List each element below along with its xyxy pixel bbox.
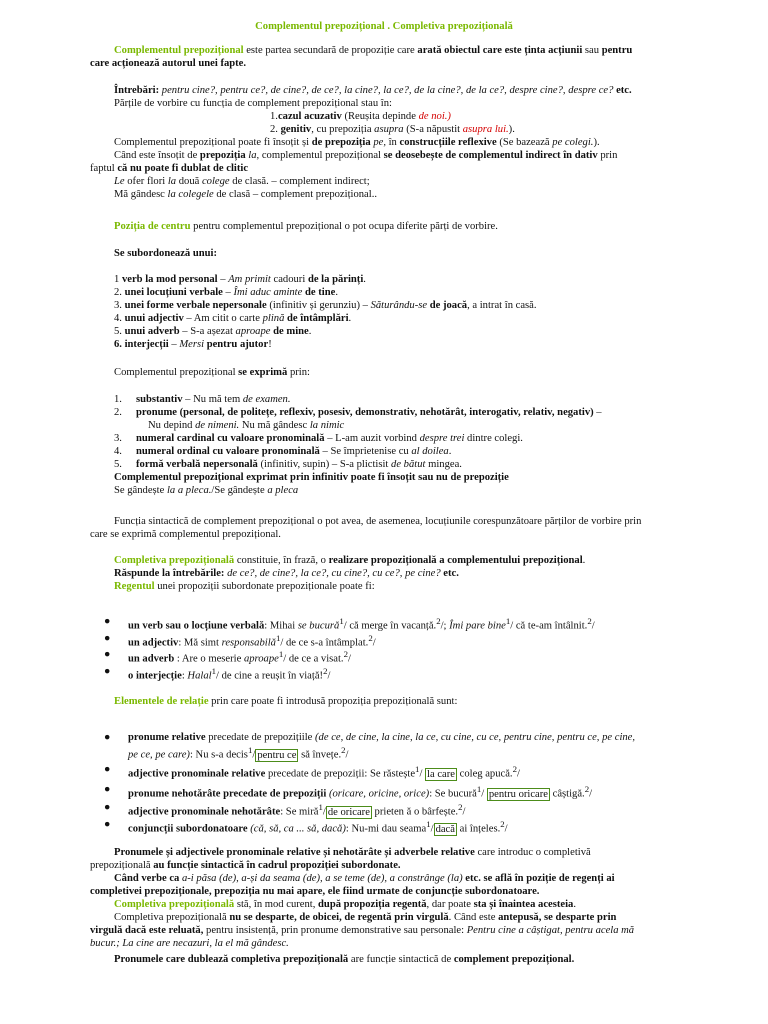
- case-genitiv: [270, 123, 682, 136]
- text-fragment: arată obiectul care este ținta acțiunii: [417, 45, 583, 56]
- text-fragment: prieten ă o bârfește.: [371, 806, 459, 818]
- text-fragment: antepusă, se desparte prin: [498, 912, 617, 923]
- text-fragment: 2: [458, 802, 463, 812]
- text-fragment: etc.: [440, 568, 459, 579]
- text-fragment: Poziția de centru: [114, 221, 191, 232]
- text-fragment: prepozițională: [90, 860, 154, 871]
- text-fragment: /: [372, 637, 376, 649]
- bullet-icon: ●: [104, 802, 111, 813]
- text-fragment: pentru cine?, pentru ce?, de cine?, de ce?, la cine?, la ce?, de la cine?, de la ce?, despre cine?, despre ce?: [159, 85, 614, 96]
- elemente-heading: [114, 695, 682, 708]
- text-fragment: câștigă.: [550, 788, 585, 800]
- relation-element-box: de oricare: [327, 806, 370, 818]
- text-fragment: adjective pronominale relative: [128, 768, 266, 780]
- text-fragment: 1: [278, 649, 284, 659]
- text-fragment: 2: [341, 745, 346, 755]
- text-fragment: la nimic: [309, 420, 345, 431]
- text-fragment: Halal: [187, 670, 212, 682]
- text-fragment: 2: [368, 633, 373, 643]
- text-fragment: – Am citit o carte: [183, 313, 263, 324]
- text-fragment: Nu depind: [148, 420, 196, 431]
- text-fragment: pronume (personal, de politețe, reflexiv, posesiv, demonstrativ, nehotărât, interogativ, relativ, negativ): [136, 407, 594, 418]
- text-fragment: precedate de prepozițiile: [205, 732, 316, 743]
- text-fragment: că nu poate fi dublat de clitic: [117, 163, 249, 174]
- text-fragment: 4.: [114, 446, 122, 457]
- text-fragment: Complementul prepozițional poate fi însoțit și: [114, 137, 312, 148]
- text-fragment: virgulă dacă este reluată,: [90, 925, 204, 936]
- list-item-cont: [128, 744, 682, 762]
- text-fragment: : Se miră: [280, 806, 319, 818]
- definition-line-1: [114, 44, 682, 57]
- text-fragment: de joacă: [429, 300, 468, 311]
- text-fragment: /;: [440, 620, 450, 632]
- text-fragment: se bucură: [297, 620, 340, 632]
- parts-intro: Părțile de vorbire cu funcția de complement prepozițional stau în:: [114, 98, 392, 109]
- text-fragment: – Nu mă tem: [182, 394, 243, 405]
- text-fragment: care acționează autorul unei fapte.: [90, 58, 247, 69]
- text-fragment: două: [176, 176, 202, 187]
- list-item: [114, 338, 682, 351]
- text-fragment: unei forme verbale nepersonale: [124, 300, 267, 311]
- text-fragment: de mine: [273, 326, 309, 337]
- list-item: [114, 393, 682, 406]
- text-fragment: unui adjectiv: [124, 313, 184, 324]
- regent-heading: [114, 580, 682, 593]
- final-p1-line-2: [90, 859, 682, 872]
- text-fragment: /: [517, 768, 520, 780]
- text-fragment: de examen.: [242, 394, 291, 405]
- text-fragment: 1: [318, 802, 323, 812]
- locutiuni-line-2: care se exprimă complementul prepozițional.: [90, 529, 281, 540]
- list-item: [128, 632, 682, 650]
- text-fragment: 1: [476, 784, 482, 794]
- text-fragment: –: [593, 407, 602, 418]
- text-fragment: /: [345, 749, 349, 761]
- text-fragment: (infinitiv, supin) – S-a plictisit: [257, 459, 392, 470]
- text-fragment: –: [222, 287, 234, 298]
- text-fragment: de tine: [305, 287, 336, 298]
- relation-element-box: pentru oricare: [488, 788, 548, 800]
- text-fragment: 2: [512, 764, 517, 774]
- list-item: [148, 419, 682, 432]
- text-fragment: Pronumele și adjectivele pronominale relative și nehotărâte și adverbele relative: [114, 847, 475, 858]
- text-fragment: – S-a așezat: [179, 326, 236, 337]
- text-fragment: asupra: [374, 124, 404, 135]
- text-fragment: la,: [245, 150, 260, 161]
- list-item: [114, 312, 682, 325]
- text-fragment: coleg apucă.: [456, 768, 513, 780]
- questions-line: [114, 84, 682, 97]
- bullet-icon: ●: [104, 784, 111, 795]
- text-fragment: Săturându-se: [370, 300, 428, 311]
- text-fragment: are funcție sintactică de: [348, 954, 454, 965]
- list-item: [114, 432, 682, 445]
- text-fragment: (infinitiv și gerunziu) –: [266, 300, 371, 311]
- text-fragment: : Mihai: [264, 620, 298, 632]
- final-p2-line-1: [114, 872, 682, 885]
- text-fragment: pentru complementul prepozițional o pot ocupa diferite părți de vorbire.: [190, 221, 498, 232]
- text-fragment: plină: [262, 313, 285, 324]
- text-fragment: nu se desparte, de obicei, de regentă prin virgulă: [229, 912, 449, 923]
- text-fragment: de întâmplări: [287, 313, 349, 324]
- text-fragment: (că, să, ca ... să, dacă): [247, 823, 346, 835]
- text-fragment: , cu prepoziția: [311, 124, 375, 135]
- bullet-icon: ●: [104, 633, 111, 644]
- text-fragment: asupra lui.: [462, 124, 509, 135]
- text-fragment: o interjecție: [128, 670, 182, 682]
- text-fragment: /: [322, 806, 326, 818]
- text-fragment: de nimeni.: [195, 420, 240, 431]
- text-fragment: 2: [584, 784, 590, 794]
- definition-line-2: [90, 57, 682, 70]
- text-fragment: complement prepozițional.: [453, 954, 575, 965]
- text-fragment: Pentru cine a câștigat, pentru acela mă: [466, 925, 635, 936]
- text-fragment: 6.: [114, 339, 125, 350]
- text-fragment: /: [462, 806, 466, 818]
- list-item: [128, 801, 682, 819]
- final-p2-line-2: [90, 885, 682, 898]
- text-fragment: responsabilă: [221, 637, 276, 649]
- text-fragment: /: [348, 653, 351, 665]
- text-fragment: formă verbală nepersonală: [136, 459, 258, 470]
- text-fragment: aproape: [235, 326, 271, 337]
- list-item: [114, 406, 682, 419]
- text-fragment: (de ce, de cine, la cine, la ce, cu cine, cu ce, pentru cine, pentru ce, pe cine,: [315, 732, 636, 743]
- text-fragment: etc.: [613, 85, 632, 96]
- text-fragment: complementul prepozițional: [259, 150, 384, 161]
- text-fragment: / de ce s-a întâmplat.: [280, 637, 369, 649]
- list-item: [128, 731, 682, 744]
- text-fragment: Mersi: [179, 339, 205, 350]
- exprima-heading: [114, 366, 682, 379]
- text-fragment: –: [217, 274, 229, 285]
- text-fragment: se exprimă: [238, 367, 288, 378]
- text-fragment: Întrebări:: [114, 85, 160, 96]
- text-fragment: Răspunde la întrebările:: [114, 568, 225, 579]
- text-fragment: Mă gândesc: [114, 189, 168, 200]
- text-fragment: Se gândește: [114, 485, 167, 496]
- example-indirect: [114, 175, 682, 188]
- text-fragment: numeral ordinal cu valoare pronominală: [136, 446, 320, 457]
- text-fragment: la a pleca.: [166, 485, 212, 496]
- text-fragment: ).: [593, 137, 600, 148]
- text-fragment: al doilea: [411, 446, 449, 457]
- text-fragment: Am primit: [228, 274, 271, 285]
- insotit-line: [114, 136, 682, 149]
- text-fragment: Completiva prepozițională: [114, 899, 235, 910]
- list-item: [128, 648, 682, 666]
- page-title: Complementul prepozițional . Completiva prepozițională: [255, 21, 513, 32]
- text-fragment: Când este însoțit de: [114, 150, 200, 161]
- text-fragment: 3.: [114, 300, 125, 311]
- text-fragment: genitiv: [280, 124, 312, 135]
- text-fragment: Regentul: [114, 581, 155, 592]
- relation-element-box: dacă: [435, 823, 455, 835]
- text-fragment: 2: [436, 616, 441, 626]
- text-fragment: , a intrat în casă.: [467, 300, 537, 311]
- final-p3: [114, 898, 682, 911]
- text-fragment: a pleca: [267, 485, 299, 496]
- text-fragment: conjuncții subordonatoare: [128, 823, 248, 835]
- infinitiv-rule: [114, 471, 682, 484]
- text-fragment: un adjectiv: [128, 637, 179, 649]
- text-fragment: despre trei: [419, 433, 465, 444]
- text-fragment: de prepoziția: [311, 137, 371, 148]
- text-fragment: .: [448, 446, 452, 457]
- text-fragment: /: [252, 749, 256, 761]
- final-p4-line-1: [114, 911, 682, 924]
- text-fragment: numeral cardinal cu valoare pronominală: [136, 433, 325, 444]
- text-fragment: 2.: [114, 287, 125, 298]
- text-fragment: Îmi aduc aminte: [233, 287, 303, 298]
- text-fragment: 4.: [114, 313, 125, 324]
- text-fragment: – Se împrietenise cu: [319, 446, 412, 457]
- text-fragment: 1: [415, 764, 420, 774]
- bullet-icon: ●: [104, 616, 111, 627]
- text-fragment: 2: [343, 649, 349, 659]
- text-fragment: interjecții: [124, 339, 169, 350]
- text-fragment: adjective pronominale nehotărâte: [128, 806, 281, 818]
- text-fragment: /Se gândește: [211, 485, 268, 496]
- list-item: [114, 286, 682, 299]
- text-fragment: la: [167, 176, 177, 187]
- text-fragment: prin care poate fi introdusă propoziția prepozițională sunt:: [208, 696, 458, 707]
- text-fragment: un verb sau o locțiune verbală: [128, 620, 265, 632]
- list-item: [128, 665, 682, 683]
- list-item: [114, 445, 682, 458]
- locutiuni-line-1: Funcția sintactică de complement prepozițional o pot avea, de asemenea, locuțiunile corespunzătoare părților de vorbire prin: [114, 516, 642, 527]
- relation-element-box: la care: [427, 768, 455, 780]
- text-fragment: : Nu-mi dau seama: [345, 823, 427, 835]
- text-fragment: /: [430, 823, 434, 835]
- text-fragment: .: [573, 899, 576, 910]
- relation-element-box: pentru ce: [257, 749, 297, 761]
- final-p1-line-1: [114, 846, 682, 859]
- text-fragment: faptul: [90, 163, 118, 174]
- text-fragment: un adverb: [128, 653, 175, 665]
- text-fragment: unei locuțiuni verbale: [124, 287, 223, 298]
- text-fragment: : Are o meserie: [174, 653, 244, 665]
- text-fragment: . Când este: [448, 912, 499, 923]
- text-fragment: cadouri: [270, 274, 308, 285]
- example-prepozitional: [114, 188, 682, 201]
- final-p4-line-3: [90, 937, 682, 950]
- text-fragment: prin: [597, 150, 618, 161]
- text-fragment: unui adverb: [124, 326, 180, 337]
- text-fragment: bucur.; La cine are necazuri, la el mă gândesc.: [90, 938, 289, 949]
- text-fragment: (Se bazează: [496, 137, 553, 148]
- text-fragment: 1: [275, 633, 281, 643]
- text-fragment: Când verbe ca: [114, 873, 182, 884]
- text-fragment: în: [385, 137, 400, 148]
- text-fragment: unei propoziții subordonate prepoziționale poate fi:: [154, 581, 375, 592]
- text-fragment: !: [268, 339, 272, 350]
- text-fragment: 1: [339, 616, 344, 626]
- text-fragment: realizare propozițională a complementului prepozițional: [328, 555, 583, 566]
- text-fragment: substantiv: [136, 394, 183, 405]
- list-item: [114, 458, 682, 471]
- text-fragment: 5.: [114, 326, 125, 337]
- text-fragment: la colegele: [167, 189, 214, 200]
- text-fragment: este partea secundară de propoziție care: [243, 45, 418, 56]
- text-fragment: /: [419, 768, 426, 780]
- bullet-icon: ●: [104, 666, 111, 677]
- text-fragment: pronume relative: [128, 732, 206, 743]
- final-p5: [114, 953, 682, 966]
- subordonare-heading: [114, 247, 682, 260]
- text-fragment: de noi.): [418, 111, 451, 122]
- text-fragment: / că te-am întâlnit.: [510, 620, 588, 632]
- text-fragment: 1: [505, 616, 511, 626]
- text-fragment: Pronumele care dublează completiva prepozițională: [114, 954, 349, 965]
- pozitia-centru: [114, 220, 682, 233]
- text-fragment: Nu mă gândesc: [239, 420, 310, 431]
- text-fragment: 1.: [114, 394, 122, 405]
- list-item: [128, 615, 682, 633]
- text-fragment: ofer flori: [124, 176, 168, 187]
- text-fragment: Elementele de relație: [114, 696, 209, 707]
- text-fragment: 2.: [114, 407, 122, 418]
- text-fragment: pe ce, pe care): [128, 749, 190, 761]
- text-fragment: care introduc o completivă: [474, 847, 591, 858]
- text-fragment: .: [363, 274, 366, 285]
- text-fragment: .: [335, 287, 338, 298]
- text-fragment: Complementul prepozițional: [114, 367, 239, 378]
- text-fragment: / de ce a visat.: [283, 653, 344, 665]
- text-fragment: : Mă simt: [178, 637, 222, 649]
- text-fragment: aproape: [243, 653, 279, 665]
- text-fragment: , dar poate: [426, 899, 474, 910]
- completiva-questions: [114, 567, 682, 580]
- list-item: [128, 783, 682, 801]
- text-fragment: colege: [201, 176, 230, 187]
- text-fragment: /: [589, 788, 593, 800]
- text-fragment: pe colegi.: [552, 137, 594, 148]
- la-line-2: [90, 162, 682, 175]
- text-fragment: prepoziția: [199, 150, 246, 161]
- text-fragment: Completiva prepozițională: [114, 912, 230, 923]
- text-fragment: Complementul prepozițional: [114, 45, 244, 56]
- text-fragment: 5.: [114, 459, 122, 470]
- text-fragment: 1: [211, 666, 216, 676]
- bullet-icon: ●: [104, 819, 111, 830]
- text-fragment: Completiva prepozițională: [114, 555, 235, 566]
- text-fragment: / de cine a reușit în viață!: [215, 670, 324, 682]
- text-fragment: (S-a năpustit: [403, 124, 463, 135]
- text-fragment: /: [591, 620, 595, 632]
- text-fragment: : Se bucură: [429, 788, 477, 800]
- bullet-icon: ●: [104, 649, 111, 660]
- text-fragment: 1.: [270, 111, 278, 122]
- text-fragment: :: [181, 670, 188, 682]
- text-fragment: pentru ajutor: [206, 339, 269, 350]
- text-fragment: Îmi pare bine: [449, 620, 506, 632]
- text-fragment: 1: [247, 745, 253, 755]
- text-fragment: 3.: [114, 433, 122, 444]
- text-fragment: 2.: [270, 124, 278, 135]
- text-fragment: .: [348, 313, 352, 324]
- bullet-icon: ●: [104, 732, 111, 743]
- case-acuzativ: [270, 110, 682, 123]
- text-fragment: .: [582, 555, 586, 566]
- text-fragment: 2: [323, 666, 328, 676]
- text-fragment: precedate de prepoziții: Se răstește: [265, 768, 416, 780]
- text-fragment: /: [481, 788, 487, 800]
- text-fragment: de clasă. – complement indirect;: [229, 176, 370, 187]
- bullet-icon: ●: [104, 764, 111, 775]
- text-fragment: (Reușita depinde: [341, 111, 419, 122]
- text-fragment: prin:: [287, 367, 310, 378]
- text-fragment: pentru insistență, prin pronume demonstrative sau personale:: [203, 925, 467, 936]
- text-fragment: se deosebește de complementul indirect în dativ: [383, 150, 598, 161]
- text-fragment: pronume nehotărâte precedate de prepoziții: [128, 788, 327, 800]
- text-fragment: / că merge în vacanță.: [343, 620, 437, 632]
- text-fragment: ).: [508, 124, 515, 135]
- text-fragment: de la părinți: [307, 274, 364, 285]
- text-fragment: de bătut: [391, 459, 426, 470]
- text-fragment: ai înțeles.: [456, 823, 501, 835]
- list-item: [114, 299, 682, 312]
- text-fragment: de clasă – complement prepozițional..: [213, 189, 377, 200]
- text-fragment: sta și înaintea acesteia: [473, 899, 574, 910]
- list-item: [114, 273, 682, 286]
- la-line-1: [114, 149, 682, 162]
- text-fragment: cazul acuzativ: [277, 111, 342, 122]
- text-fragment: după propoziția regentă: [318, 899, 427, 910]
- text-fragment: au funcție sintactică în cadrul propoziției subordonate.: [153, 860, 401, 871]
- text-fragment: : Nu s-a decis: [189, 749, 248, 761]
- text-fragment: (oricare, oricine, orice): [326, 788, 430, 800]
- text-fragment: –: [168, 339, 180, 350]
- list-item: [128, 818, 682, 836]
- text-fragment: etc. se află în poziție de regenți ai: [462, 873, 615, 884]
- text-fragment: mingea.: [425, 459, 462, 470]
- text-fragment: pentru: [601, 45, 633, 56]
- text-fragment: 2: [500, 819, 505, 829]
- text-fragment: completivei prepoziționale, prepoziția nu mai apare, ele fiind urmate de conjuncție subordonatoare.: [90, 886, 540, 897]
- text-fragment: /: [327, 670, 331, 682]
- text-fragment: sau: [582, 45, 602, 56]
- text-fragment: a-i păsa (de), a-și da seama (de), a se teme (de), a constrânge (la): [181, 873, 463, 884]
- completiva-definition: [114, 554, 682, 567]
- list-item: [128, 763, 682, 781]
- text-fragment: stă, în mod curent,: [234, 899, 319, 910]
- text-fragment: Complementul prepozițional exprimat prin infinitiv poate fi însoțit sau nu de prepoziție: [114, 472, 509, 483]
- text-fragment: dintre colegi.: [464, 433, 523, 444]
- list-item: [114, 325, 682, 338]
- text-fragment: Le: [114, 176, 125, 187]
- text-fragment: 2: [587, 616, 592, 626]
- text-fragment: să învețe.: [298, 749, 342, 761]
- text-fragment: de ce?, de cine?, la ce?, cu cine?, cu ce?, pe cine?: [224, 568, 441, 579]
- text-fragment: 1: [426, 819, 431, 829]
- final-p4-line-2: [90, 924, 682, 937]
- text-fragment: – L-am auzit vorbind: [324, 433, 420, 444]
- text-fragment: constituie, în frază, o: [234, 555, 329, 566]
- text-fragment: Se subordonează unui:: [114, 248, 218, 259]
- text-fragment: 1: [114, 274, 122, 285]
- text-fragment: pe,: [370, 137, 386, 148]
- text-fragment: .: [308, 326, 312, 337]
- infinitiv-example: [114, 484, 682, 497]
- text-fragment: verb la mod personal: [121, 274, 218, 285]
- text-fragment: construcțiile reflexive: [399, 137, 497, 148]
- text-fragment: /: [504, 823, 508, 835]
